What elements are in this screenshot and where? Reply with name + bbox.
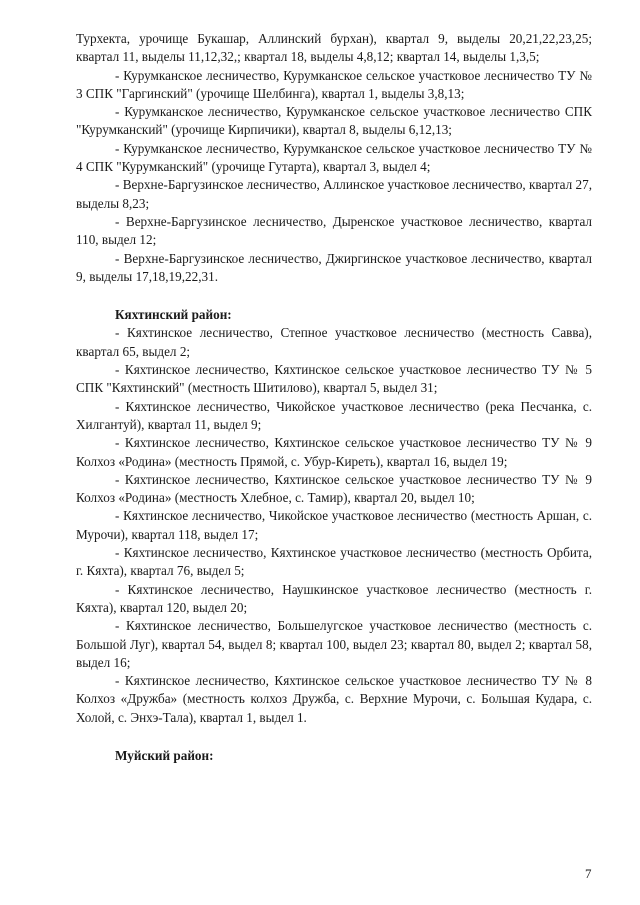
- paragraph: - Кяхтинское лесничество, Степное участковое лесничество (местность Савва), квартал 65, выдел 2;: [76, 325, 592, 359]
- paragraph: - Курумканское лесничество, Курумканское сельское участковое лесничество ТУ № 3 СПК "Гаргинский" (урочище Шелбинга), квартал 1, выделы 3,8,13;: [76, 67, 592, 101]
- paragraph: - Кяхтинское лесничество, Наушкинское участковое лесничество (местность г. Кяхта), квартал 120, выдел 20;: [76, 581, 592, 615]
- document-page: [76, 30, 592, 765]
- paragraph: - Кяхтинское лесничество, Кяхтинское сельское участковое лесничество ТУ № 9 Колхоз «Родина» (местность Хлебное, с. Тамир), квартал 20, выдел 10;: [76, 471, 592, 506]
- paragraph: - Кяхтинское лесничество, Кяхтинское участковое лесничество (местность Орбита, г. Кяхта), квартал 76, выдел 5;: [76, 545, 592, 579]
- section-heading: Кяхтинский район:: [115, 307, 232, 323]
- section-muisky-district: [76, 747, 592, 765]
- section-heading: Муйский район:: [115, 747, 214, 763]
- paragraph: - Кяхтинское лесничество, Кяхтинское сельское участковое лесничество ТУ № 9 Колхоз «Родина» (местность Прямой, с. Убур-Киреть), квартал 16, выдел 19;: [76, 435, 592, 469]
- paragraph: - Верхне-Баргузинское лесничество, Джиргинское участковое лесничество, квартал 9, выделы 17,18,19,22,31.: [76, 250, 592, 284]
- paragraph: - Кяхтинское лесничество, Кяхтинское сельское участковое лесничество ТУ № 5 СПК "Кяхтинский" (местность Шитилово), квартал 5, выдел 31;: [76, 362, 592, 396]
- paragraph: - Верхне-Баргузинское лесничество, Дыренское участковое лесничество, квартал 110, выдел 12;: [76, 213, 592, 248]
- paragraph: - Кяхтинское лесничество, Чикойское участковое лесничество (местность Аршан, с. Мурочи), квартал 118, выдел 17;: [76, 508, 592, 542]
- paragraph: - Кяхтинское лесничество, Чикойское участковое лесничество (река Песчанка, с. Хилгантуй), квартал 11, выдел 9;: [76, 398, 592, 432]
- paragraph: Турхекта, урочище Букашар, Аллинский бурхан), квартал 9, выделы 20,21,22,23,25; квартал 11, выделы 11,12,32,; квартал 18, выделы 4,8,12; квартал 14, выделы 1,3,5;: [76, 31, 592, 65]
- paragraph: - Верхне-Баргузинское лесничество, Аллинское участковое лесничество, квартал 27, выделы 8,23;: [76, 177, 592, 211]
- paragraph: - Курумканское лесничество, Курумканское сельское участковое лесничество СПК "Курумканский" (урочище Кирпичики), квартал 8, выделы 6,12,13;: [76, 104, 592, 138]
- section-continuation: [76, 30, 592, 286]
- page-number: 7: [585, 866, 592, 881]
- paragraph: - Курумканское лесничество, Курумканское сельское участковое лесничество ТУ № 4 СПК "Курумканский" (урочище Гутарта), квартал 3, выдел 4;: [76, 140, 592, 175]
- paragraph: - Кяхтинское лесничество, Кяхтинское сельское участковое лесничество ТУ № 8 Колхоз «Дружба» (местность колхоз Дружба, с. Верхние Мурочи, с. Большая Кудара, с. Холой, с. Энхэ-Тала), квартал 1, выдел 1.: [76, 673, 592, 725]
- section-kyakhtinsky-district: [76, 306, 592, 727]
- paragraph: - Кяхтинское лесничество, Большелугское участковое лесничество (местность с. Большой Луг), квартал 54, выдел 8; квартал 100, выдел 23; квартал 80, выдел 2; квартал 58, выдел 16;: [76, 618, 592, 670]
